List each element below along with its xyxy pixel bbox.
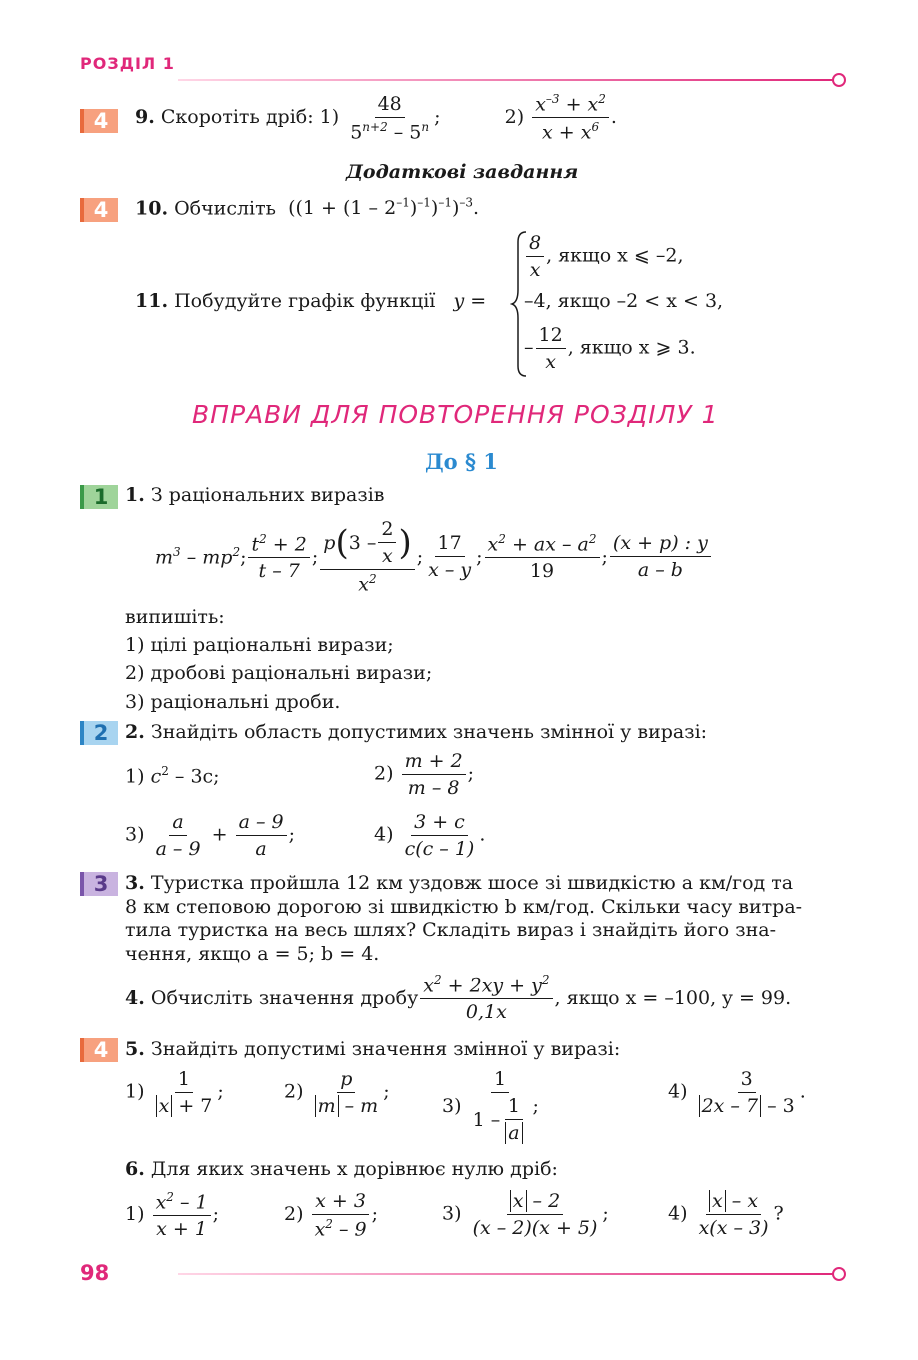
- r5-number: 5.: [125, 1038, 145, 1060]
- level-badge-r1: 1: [80, 485, 118, 509]
- ex10-text: Обчисліть: [174, 197, 276, 220]
- level-badge-ex9: 4: [80, 109, 118, 133]
- r1-list-2: 2) дробові раціональні вирази;: [125, 662, 433, 684]
- header-rule: [178, 79, 834, 81]
- r4-fraction: $x^2 + 2xy + y^2$ 0,1x: [420, 973, 552, 1023]
- r1-write: випишіть:: [125, 606, 225, 628]
- ex9-end: .: [610, 105, 617, 128]
- ex11-number: 11.: [135, 290, 169, 312]
- r5-item-1: 1) $\frac{1}{x + 7}$ ;: [125, 1068, 224, 1117]
- ex11-case-2: –4, якщо –2 < x < 3,: [524, 290, 724, 312]
- footer-rule: [178, 1273, 834, 1275]
- r5-item-2: 2) $\frac{p}{m - m}$ ;: [284, 1068, 390, 1117]
- header-rule-end: [832, 73, 846, 87]
- r3-line-4: чення, якщо a = 5; b = 4.: [125, 942, 380, 965]
- r2-item-2: 2) $\frac{m + 2}{m - 8}$ ;: [374, 750, 475, 799]
- r1-expr-3: p ( 3 – 2 x ) $x^2$: [320, 518, 414, 595]
- r1-expr-6: (x + p) : y a – b: [610, 532, 711, 581]
- page-number: 98: [80, 1261, 110, 1285]
- r1-list-1: 1) цілі раціональні вирази;: [125, 634, 394, 656]
- r1-expressions: $m^3 - mp^2$; $t^2 + 2$ t – 7 ; p ( 3 – 2 x ) $x^2$ ; 17 x – y ; $x^2$ + ax – $a^2$ 19 ; (x + p) : y a – b: [155, 518, 713, 595]
- extra-tasks-heading: Додаткові завдання: [346, 161, 579, 183]
- r4-tail: , якщо x = –100, y = 99.: [554, 987, 792, 1010]
- r1-number: 1.: [125, 484, 145, 506]
- footer-rule-end: [832, 1267, 846, 1281]
- r2-item-3: 3) $\frac{a}{a - 9}$ + $\frac{a - 9}{a}$ ;: [125, 811, 295, 860]
- r1-list-3: 3) раціональні дроби.: [125, 691, 341, 713]
- r6-item-4: 4) $\frac{x - x}{x(x - 3)}$ ?: [668, 1190, 784, 1239]
- r2-item-1: 1) $c^2 - 3c$;: [125, 764, 220, 788]
- level-badge-r5: 4: [80, 1038, 118, 1062]
- r2-text: Знайдіть область допустимих значень змінної у виразі:: [150, 721, 708, 743]
- r2-item-4: 4) $\frac{3 + c}{c(c - 1)}$ .: [374, 811, 486, 860]
- ex9-fraction-1: [347, 93, 432, 143]
- r5-text: Знайдіть допустимі значення змінної у виразі:: [150, 1038, 621, 1060]
- ex9-f1-num: 48: [375, 93, 405, 118]
- ex9-text: Скоротіть дріб: 1): [160, 105, 340, 128]
- ex10-expr: $((1 + (1 - 2^{-1})^{-1})^{-1})^{-3}$.: [288, 196, 480, 220]
- level-badge-ex10: 4: [80, 198, 118, 222]
- review-4: [125, 973, 791, 1023]
- ex9-number: 9.: [135, 105, 155, 128]
- ex11-case-3: – $\frac{12}{x}$ , якщо x ⩾ 3.: [524, 324, 696, 373]
- r2-number: 2.: [125, 721, 145, 743]
- exercise-11-label: [135, 290, 486, 312]
- ex10-number: 10.: [135, 197, 169, 220]
- ex9-f1-den: $5^{n+2} - 5^n$: [350, 119, 430, 143]
- r1-text: З раціональних виразів: [150, 484, 385, 506]
- exercise-10: [135, 196, 479, 219]
- r6-item-1: 1) $\frac{x^2 - 1}{x + 1}$ ;: [125, 1190, 219, 1241]
- r1-expr-1: $m^3 - mp^2$;: [155, 545, 247, 569]
- exercise-9: [135, 92, 617, 144]
- ex11-text: Побудуйте графік функції: [174, 290, 436, 312]
- subsection-title: До § 1: [425, 449, 498, 474]
- r6-item-2: 2) $\frac{x + 3}{x^2 - 9}$ ;: [284, 1190, 378, 1241]
- review-3: [125, 872, 845, 966]
- r4-text: Обчисліть значення дробу: [150, 987, 419, 1010]
- r4-number: 4.: [125, 987, 145, 1010]
- r3-line-2: 8 км степовою дорогою зі швидкістю b км/год. Скільки часу витра-: [125, 895, 803, 918]
- level-badge-r2: 2: [80, 721, 118, 745]
- ex9-sep: ;: [434, 105, 441, 128]
- review-2: [125, 721, 707, 743]
- ex11-y: y =: [453, 290, 487, 312]
- r1-expr-5: $x^2$ + ax – $a^2$ 19: [485, 532, 600, 582]
- ex9-fraction-2: $\frac{x^{-3} + x^2}{x + x^6}$: [532, 92, 609, 144]
- review-1: [125, 484, 384, 506]
- r3-line-1: Туристка пройшла 12 км уздовж шосе зі швидкістю a км/год та: [150, 872, 794, 894]
- review-6: [125, 1158, 558, 1180]
- r3-line-3: тила туристка на весь шлях? Складіть вираз і знайдіть його зна-: [125, 919, 777, 941]
- r5-item-3: 3) 1 1 – 1 a ;: [442, 1068, 539, 1144]
- r3-number: 3.: [125, 872, 145, 894]
- ex9-item2: 2): [504, 105, 525, 128]
- review-5: [125, 1038, 620, 1060]
- r5-item-4: 4) $\frac{3}{2x - 7 - 3}$ .: [668, 1068, 806, 1117]
- section-label: РОЗДІЛ 1: [80, 54, 175, 73]
- review-title: ВПРАВИ ДЛЯ ПОВТОРЕННЯ РОЗДІЛУ 1: [192, 400, 719, 429]
- level-badge-r3: 3: [80, 872, 118, 896]
- r1-expr-2: $t^2 + 2$ t – 7: [248, 532, 309, 582]
- r6-item-3: 3) $\frac{x - 2}{(x - 2)(x + 5)}$ ;: [442, 1190, 609, 1239]
- ex11-case-1: $\frac{8}{x}$ , якщо x ⩽ –2,: [524, 232, 684, 281]
- r6-text: Для яких значень x дорівнює нулю дріб:: [150, 1158, 558, 1180]
- r1-expr-4: 17 x – y: [428, 532, 472, 582]
- r6-number: 6.: [125, 1158, 145, 1180]
